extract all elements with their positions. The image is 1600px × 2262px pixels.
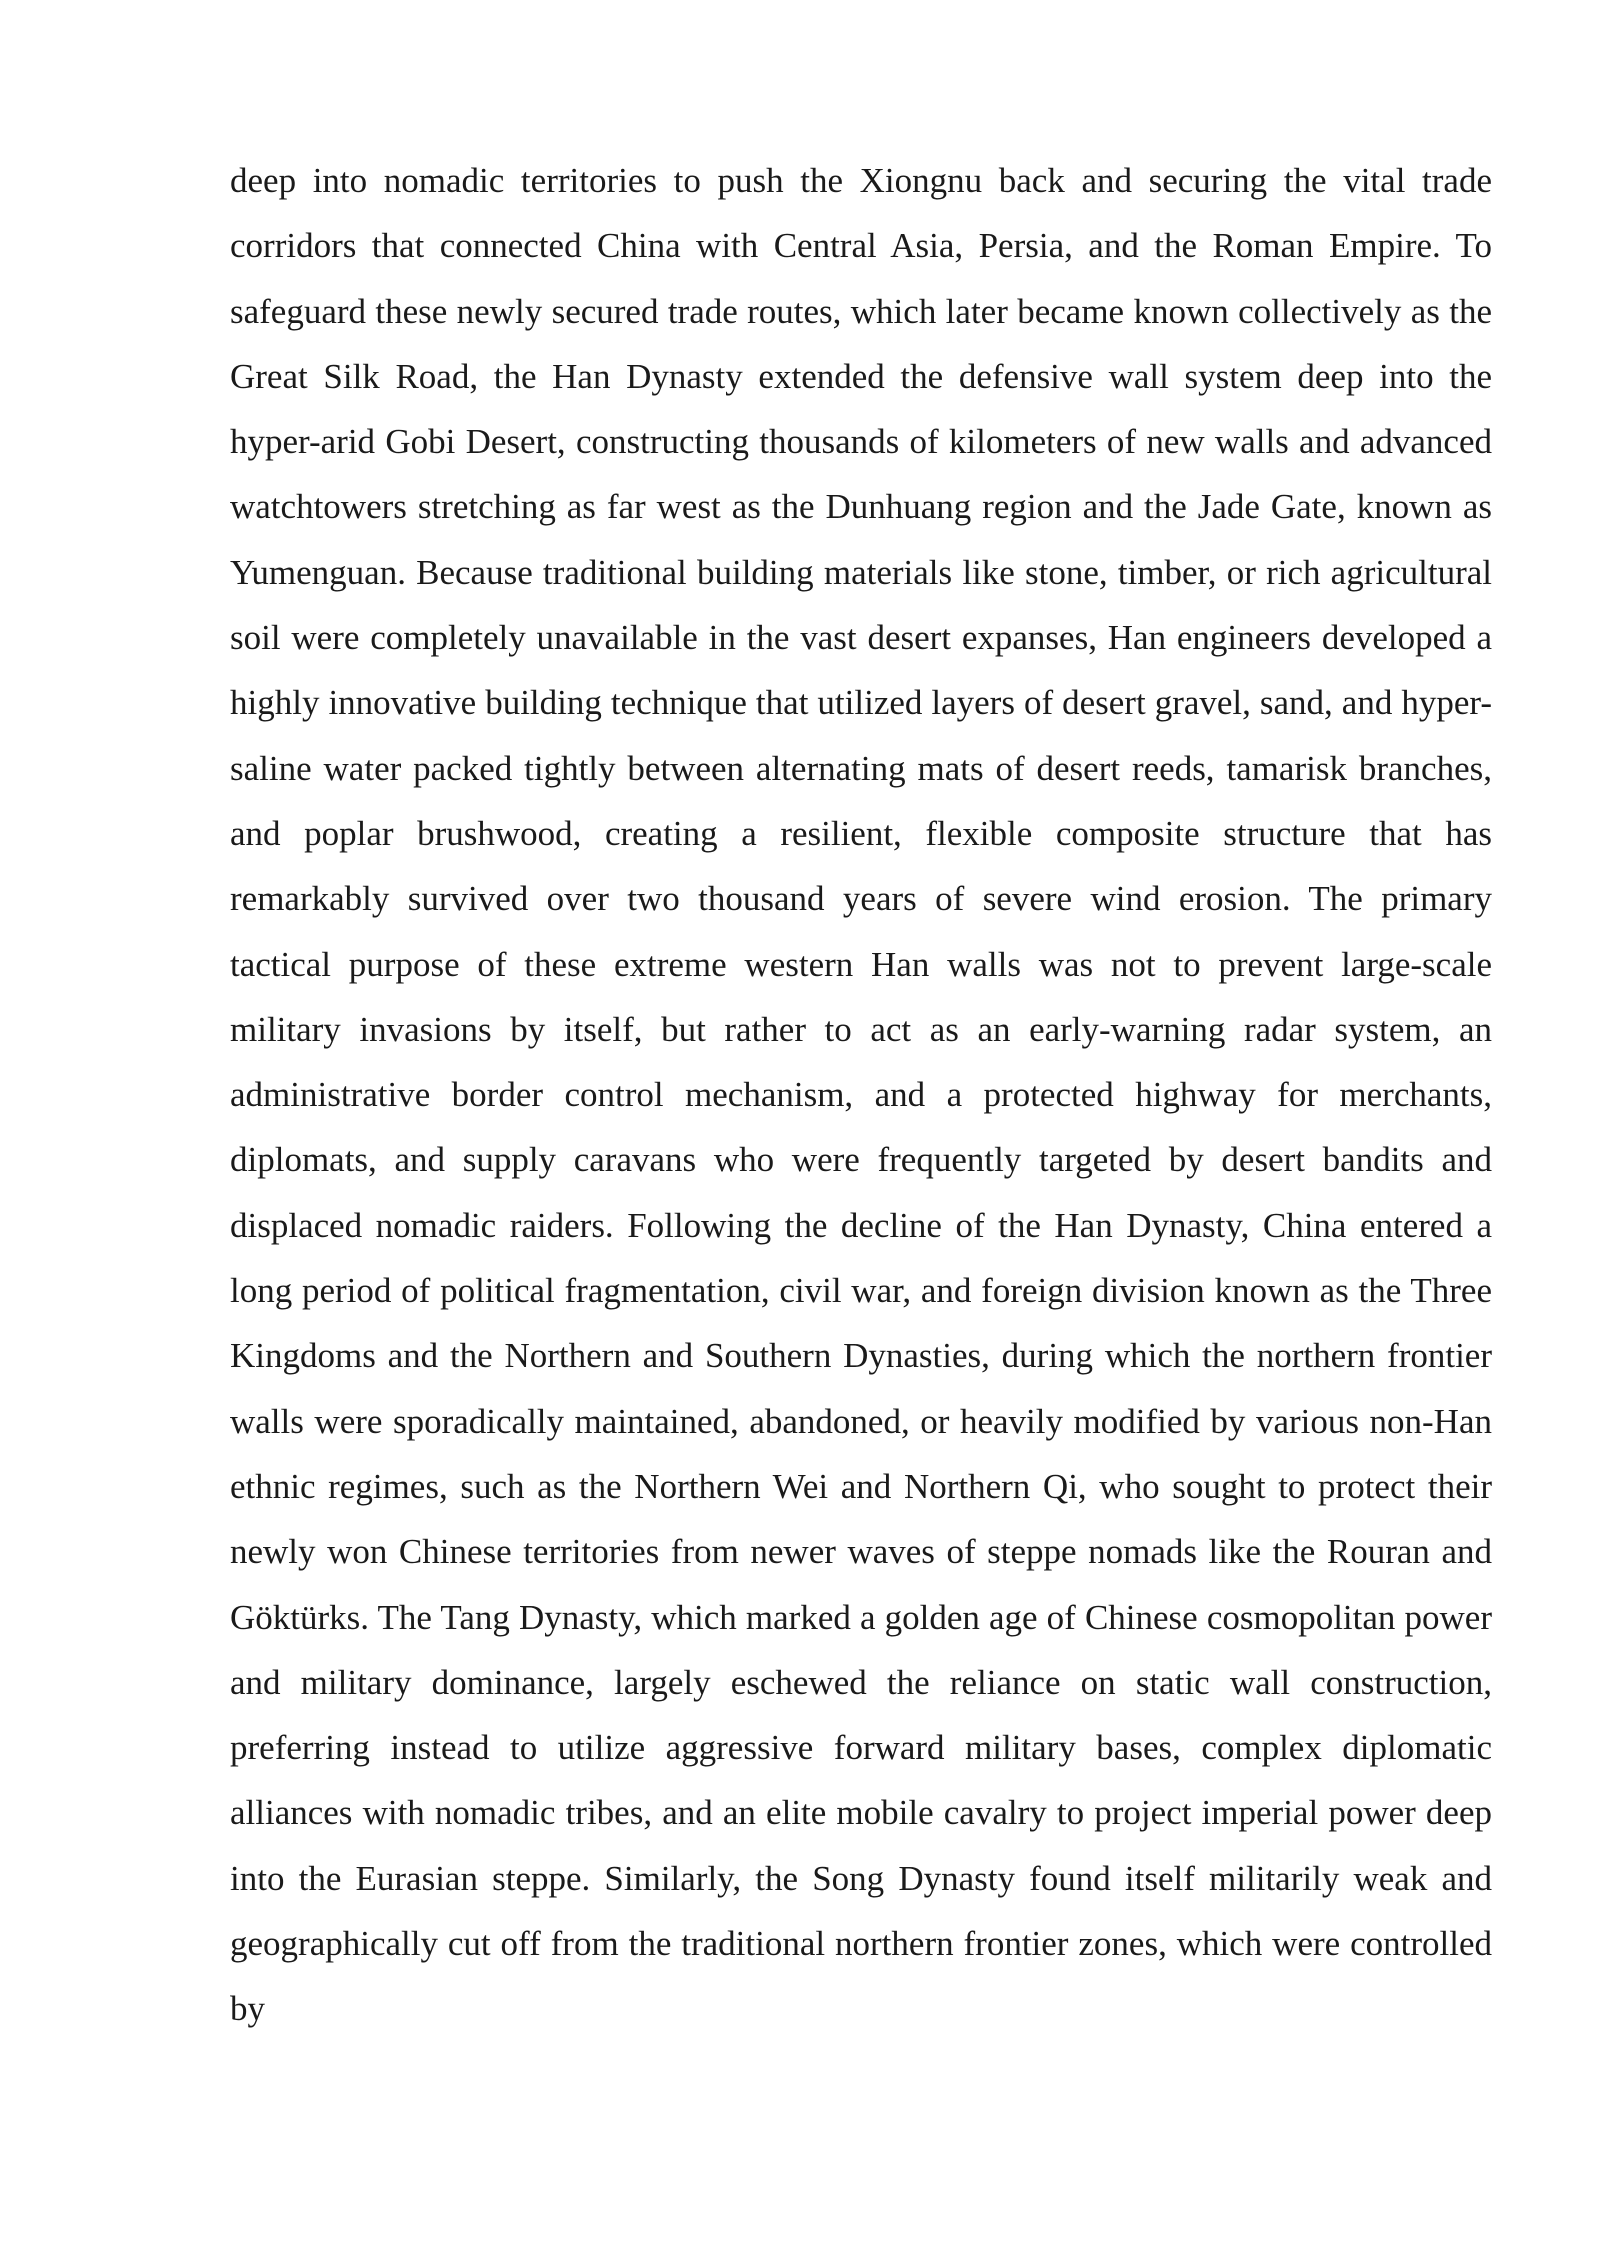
body-paragraph: deep into nomadic territories to push the Xiongnu back and securing the vital trade corridors that connected China with Central Asia, Persia, and the Roman Empire. To safeguard these newly secured trade routes, which later became known collectively as the Great Silk Road, the Han Dynasty extended the defensive wall system deep into the hyper-arid Gobi Desert, constructing thousands of kilometers of new walls and advanced watchtowers stretching as far west as the Dunhuang region and the Jade Gate, known as Yumenguan. Because traditional building materials like stone, timber, or rich agricultural soil were completely unavailable in the vast desert expanses, Han engineers developed a highly innovative building technique that utilized layers of desert gravel, sand, and hyper-saline water packed tightly between alternating mats of desert reeds, tamarisk branches, and poplar brushwood, creating a resilient, flexible composite structure that has remarkably survived over two thousand years of severe wind erosion. The primary tactical purpose of these extreme western Han walls was not to prevent large-scale military invasions by itself, but rather to act as an early-warning radar system, an administrative border control mechanism, and a protected highway for merchants, diplomats, and supply caravans who were frequently targeted by desert bandits and displaced nomadic raiders. Following the decline of the Han Dynasty, China entered a long period of political fragmentation, civil war, and foreign division known as the Three Kingdoms and the Northern and Southern Dynasties, during which the northern frontier walls were sporadically maintained, abandoned, or heavily modified by various non-Han ethnic regimes, such as the Northern Wei and Northern Qi, who sought to protect their newly won Chinese territories from newer waves of steppe nomads like the Rouran and Göktürks. The Tang Dynasty, which marked a golden age of Chinese cosmopolitan power and military dominance, largely eschewed the reliance on static wall construction, preferring instead to utilize aggressive forward military bases, complex diplomatic alliances with nomadic tribes, and an elite mobile cavalry to project imperial power deep into the Eurasian steppe. Similarly, the Song Dynasty found itself militarily weak and geographically cut off from the traditional northern frontier zones, which were controlled by [230, 161, 1492, 2029]
